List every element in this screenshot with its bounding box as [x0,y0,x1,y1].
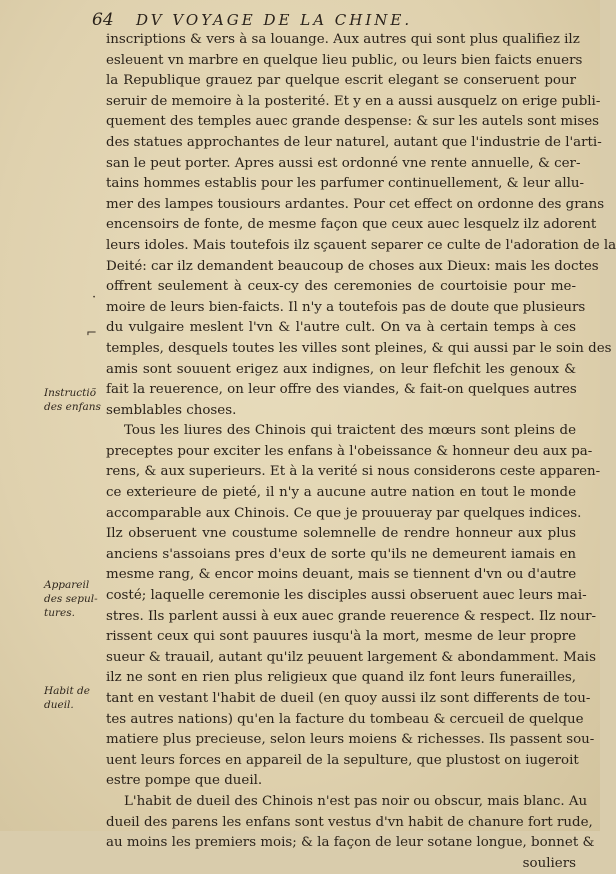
text-line: rissent ceux qui sont pauures iusqu'à la mort, mesme de leur propre [106,629,576,645]
margin-tick-mark: ⌐ [86,326,97,341]
body-text [106,30,616,874]
text-line: fait la reuerence, on leur offre des viandes, & fait-on quelques autres [106,382,577,398]
text-line: amis sont souuent erigez aux indignes, on leur flefchit les genoux & [106,361,576,377]
margin-note-instruction [44,386,101,414]
text-line: Ilz obseruent vne coustume solemnelle de rendre honneur aux plus [106,526,576,542]
text-line: seruir de memoire à la posterité. Et y en a aussi ausquelz on erige publi- [106,93,601,109]
text-line: ce exterieure de pieté, il n'y a aucune autre nation en tout le monde [106,485,576,501]
text-line: quement des temples auec grande despense: & sur les autels sont mises [106,114,600,130]
text-line: au moins les premiers mois; & la façon de leur sotane longue, bonnet & [106,835,595,851]
text-line: encensoirs de fonte, de mesme façon que ceux auec lesquelz ilz adorent [106,217,597,233]
text-line: estre pompe que dueil. [106,773,263,789]
text-line: anciens s'assoians pres d'eux de sorte qu'ils ne demeurent iamais en [106,546,576,562]
text-line: moire de leurs bien-faicts. Il n'y a toutefois pas de doute que plusieurs [106,299,586,315]
text-line: stres. Ils parlent aussi à eux auec grande reuerence & respect. Ilz nour- [106,608,597,624]
text-line: offrent seulement à ceux-cy des ceremonies de courtoisie pour me- [106,279,576,295]
text-line: preceptes pour exciter les enfans à l'obeissance & honneur deu aux pa- [106,443,593,459]
text-line: inscriptions & vers à sa louange. Aux autres qui sont plus qualifiez ilz [106,32,580,47]
page-header [92,10,572,32]
text-line: accomparable aux Chinois. Ce que je prouueray par quelques indices. [106,505,582,521]
text-line: Tous les liures des Chinois qui traictent des mœurs sont pleins de [124,423,576,439]
text-line: la Republique grauez par quelque escrit elegant se conseruent pour [106,73,576,89]
text-line: ilz ne sont en rien plus religieux que quand ilz font leurs funerailles, [106,670,576,686]
text-line: dueil des parens les enfans sont vestus d'vn habit de chanure fort rude, [106,814,593,830]
margin-note-line: Appareil [44,579,90,591]
text-line: tant en vestant l'habit de dueil (en quoy aussi ilz sont differents de tou- [106,691,591,706]
margin-note-line: Instructiõ [44,387,97,399]
margin-note-line: des enfans [44,401,101,413]
running-title: DV VOYAGE DE LA CHINE. [136,11,413,29]
text-line: matiere plus precieuse, selon leurs moiens & richesses. Ils passent sou- [106,732,595,748]
text-line: uent leurs forces en appareil de la sepulture, que plustost on iugeroit [106,752,579,768]
text-line: rens, & aux superieurs. Et à la verité si nous considerons ceste apparen- [106,464,601,480]
text-line: des statues approchantes de leur naturel, autant que l'industrie de l'arti- [106,134,602,150]
page-number: 64 [92,10,114,30]
text-line: tains hommes establis pour les parfumer continuellement, & leur allu- [106,176,585,192]
text-line: L'habit de dueil des Chinois n'est pas noir ou obscur, mais blanc. Au [124,793,588,809]
text-line: Deité: car ilz demandent beaucoup de choses aux Dieux: mais les doctes [106,258,599,274]
text-line: esleuent vn marbre en quelque lieu public, ou leurs bien faicts enuers [106,52,583,68]
text-line: san le peut porter. Apres aussi est ordonné vne rente annuelle, & cer- [106,155,581,171]
margin-note-line: Habit de [44,685,90,697]
text-line: mer des lampes tousiours ardantes. Pour cet effect on ordonne des grans [106,196,605,212]
text-line: temples, desquels toutes les villes sont pleines, & qui aussi par le soin des [106,340,612,356]
margin-note-sepultures [44,578,98,620]
text-line: mesme rang, & encor moins deuant, mais se tiennent d'vn ou d'autre [106,567,577,583]
text-line: semblables choses. [106,402,237,418]
margin-note-line: tures. [44,607,75,619]
text-line: sueur & trauail, autant qu'ilz peuuent largement & abondamment. Mais [106,649,596,665]
text-line: leurs idoles. Mais toutefois ilz sçauent separer ce culte de l'adoration de la [106,237,616,253]
text-line: du vulgaire meslent l'vn & l'autre cult. On va à certain temps à ces [106,320,576,336]
margin-note-line: des sepul- [44,593,98,605]
text-line: tes autres nations) qu'en la facture du tombeau & cercueil de quelque [106,711,584,727]
catchword: souliers [522,855,576,871]
text-line: costé; laquelle ceremonie les disciples aussi obseruent auec leurs mai- [106,588,587,604]
margin-note-dueil [44,684,90,712]
margin-note-line: dueil. [44,699,74,711]
ink-dot-mark: · [92,290,97,305]
